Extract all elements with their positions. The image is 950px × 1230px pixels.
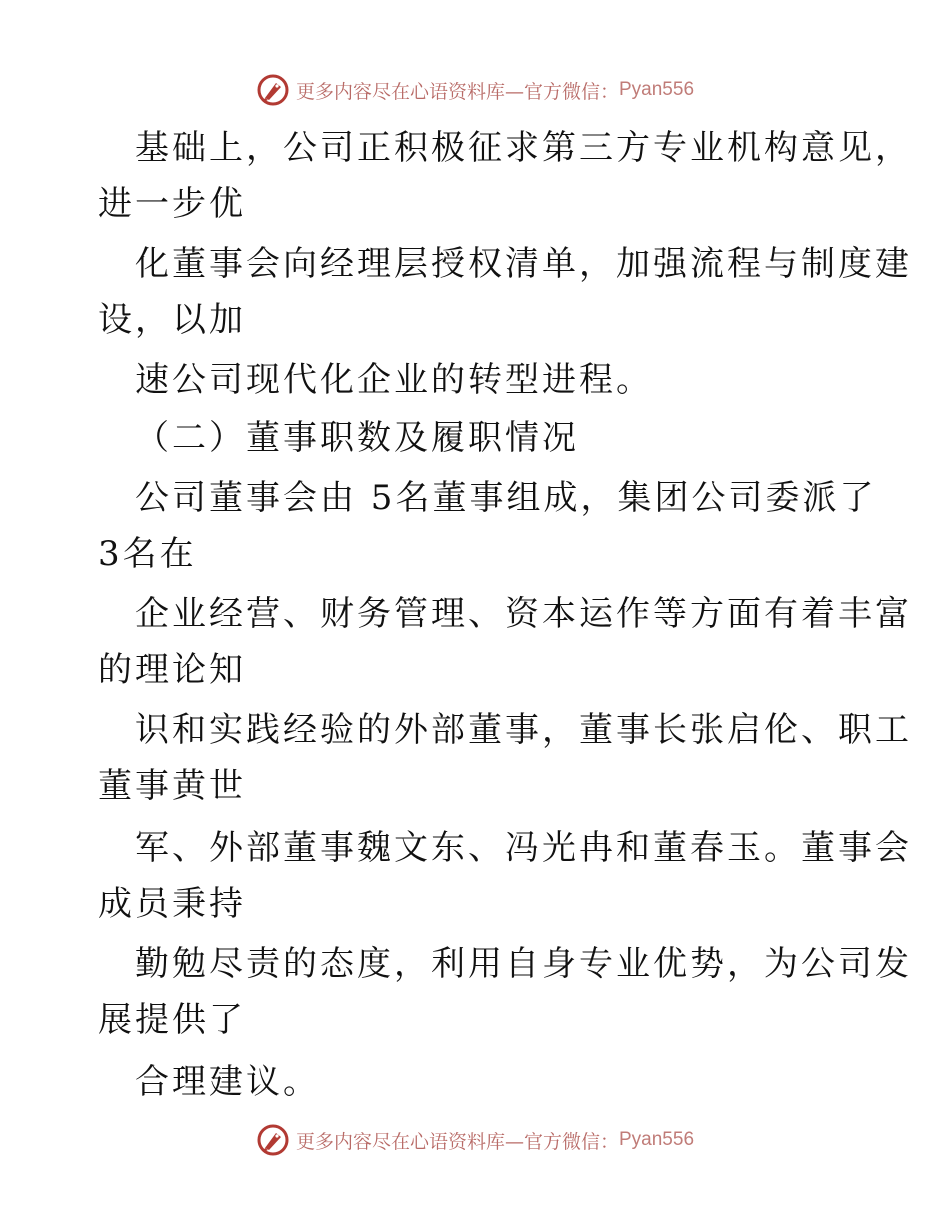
pen-nib-logo-icon [256, 1123, 290, 1157]
body-line: 勤勉尽责的态度，利用自身专业优势，为公司发 [135, 944, 912, 984]
body-line: 识和实践经验的外部董事，董事长张启伦、职工 [135, 710, 912, 750]
body-line: 公司董事会由 5名董事组成，集团公司委派了 [135, 478, 877, 518]
section-heading: （二）董事职数及履职情况 [135, 418, 579, 458]
footer-banner-text: 更多内容尽在心语资料库—官方微信： [295, 1130, 619, 1153]
header-banner-text: 更多内容尽在心语资料库—官方微信： [295, 80, 619, 103]
footer-banner [0, 1120, 950, 1160]
header-banner-id: Pyan556 [619, 79, 695, 100]
footer-banner-id: Pyan556 [619, 1129, 695, 1150]
body-line: 3名在 [98, 534, 197, 574]
body-line: 合理建议。 [135, 1062, 320, 1102]
header-banner [0, 70, 950, 110]
pen-nib-logo-icon [256, 73, 290, 107]
body-line: 的理论知 [98, 650, 246, 690]
body-line: 成员秉持 [98, 884, 246, 924]
body-line: 军、外部董事魏文东、冯光冉和董春玉。董事会 [135, 828, 912, 868]
body-line: 进一步优 [98, 184, 246, 224]
body-line: 企业经营、财务管理、资本运作等方面有着丰富 [135, 594, 912, 634]
body-line: 速公司现代化企业的转型进程。 [135, 360, 653, 400]
body-line: 设，以加 [98, 300, 246, 340]
body-line: 董事黄世 [98, 766, 246, 806]
body-line: 基础上，公司正积极征求第三方专业机构意见， [135, 128, 912, 168]
body-line: 化董事会向经理层授权清单，加强流程与制度建 [135, 244, 912, 284]
body-line: 展提供了 [98, 1000, 246, 1040]
